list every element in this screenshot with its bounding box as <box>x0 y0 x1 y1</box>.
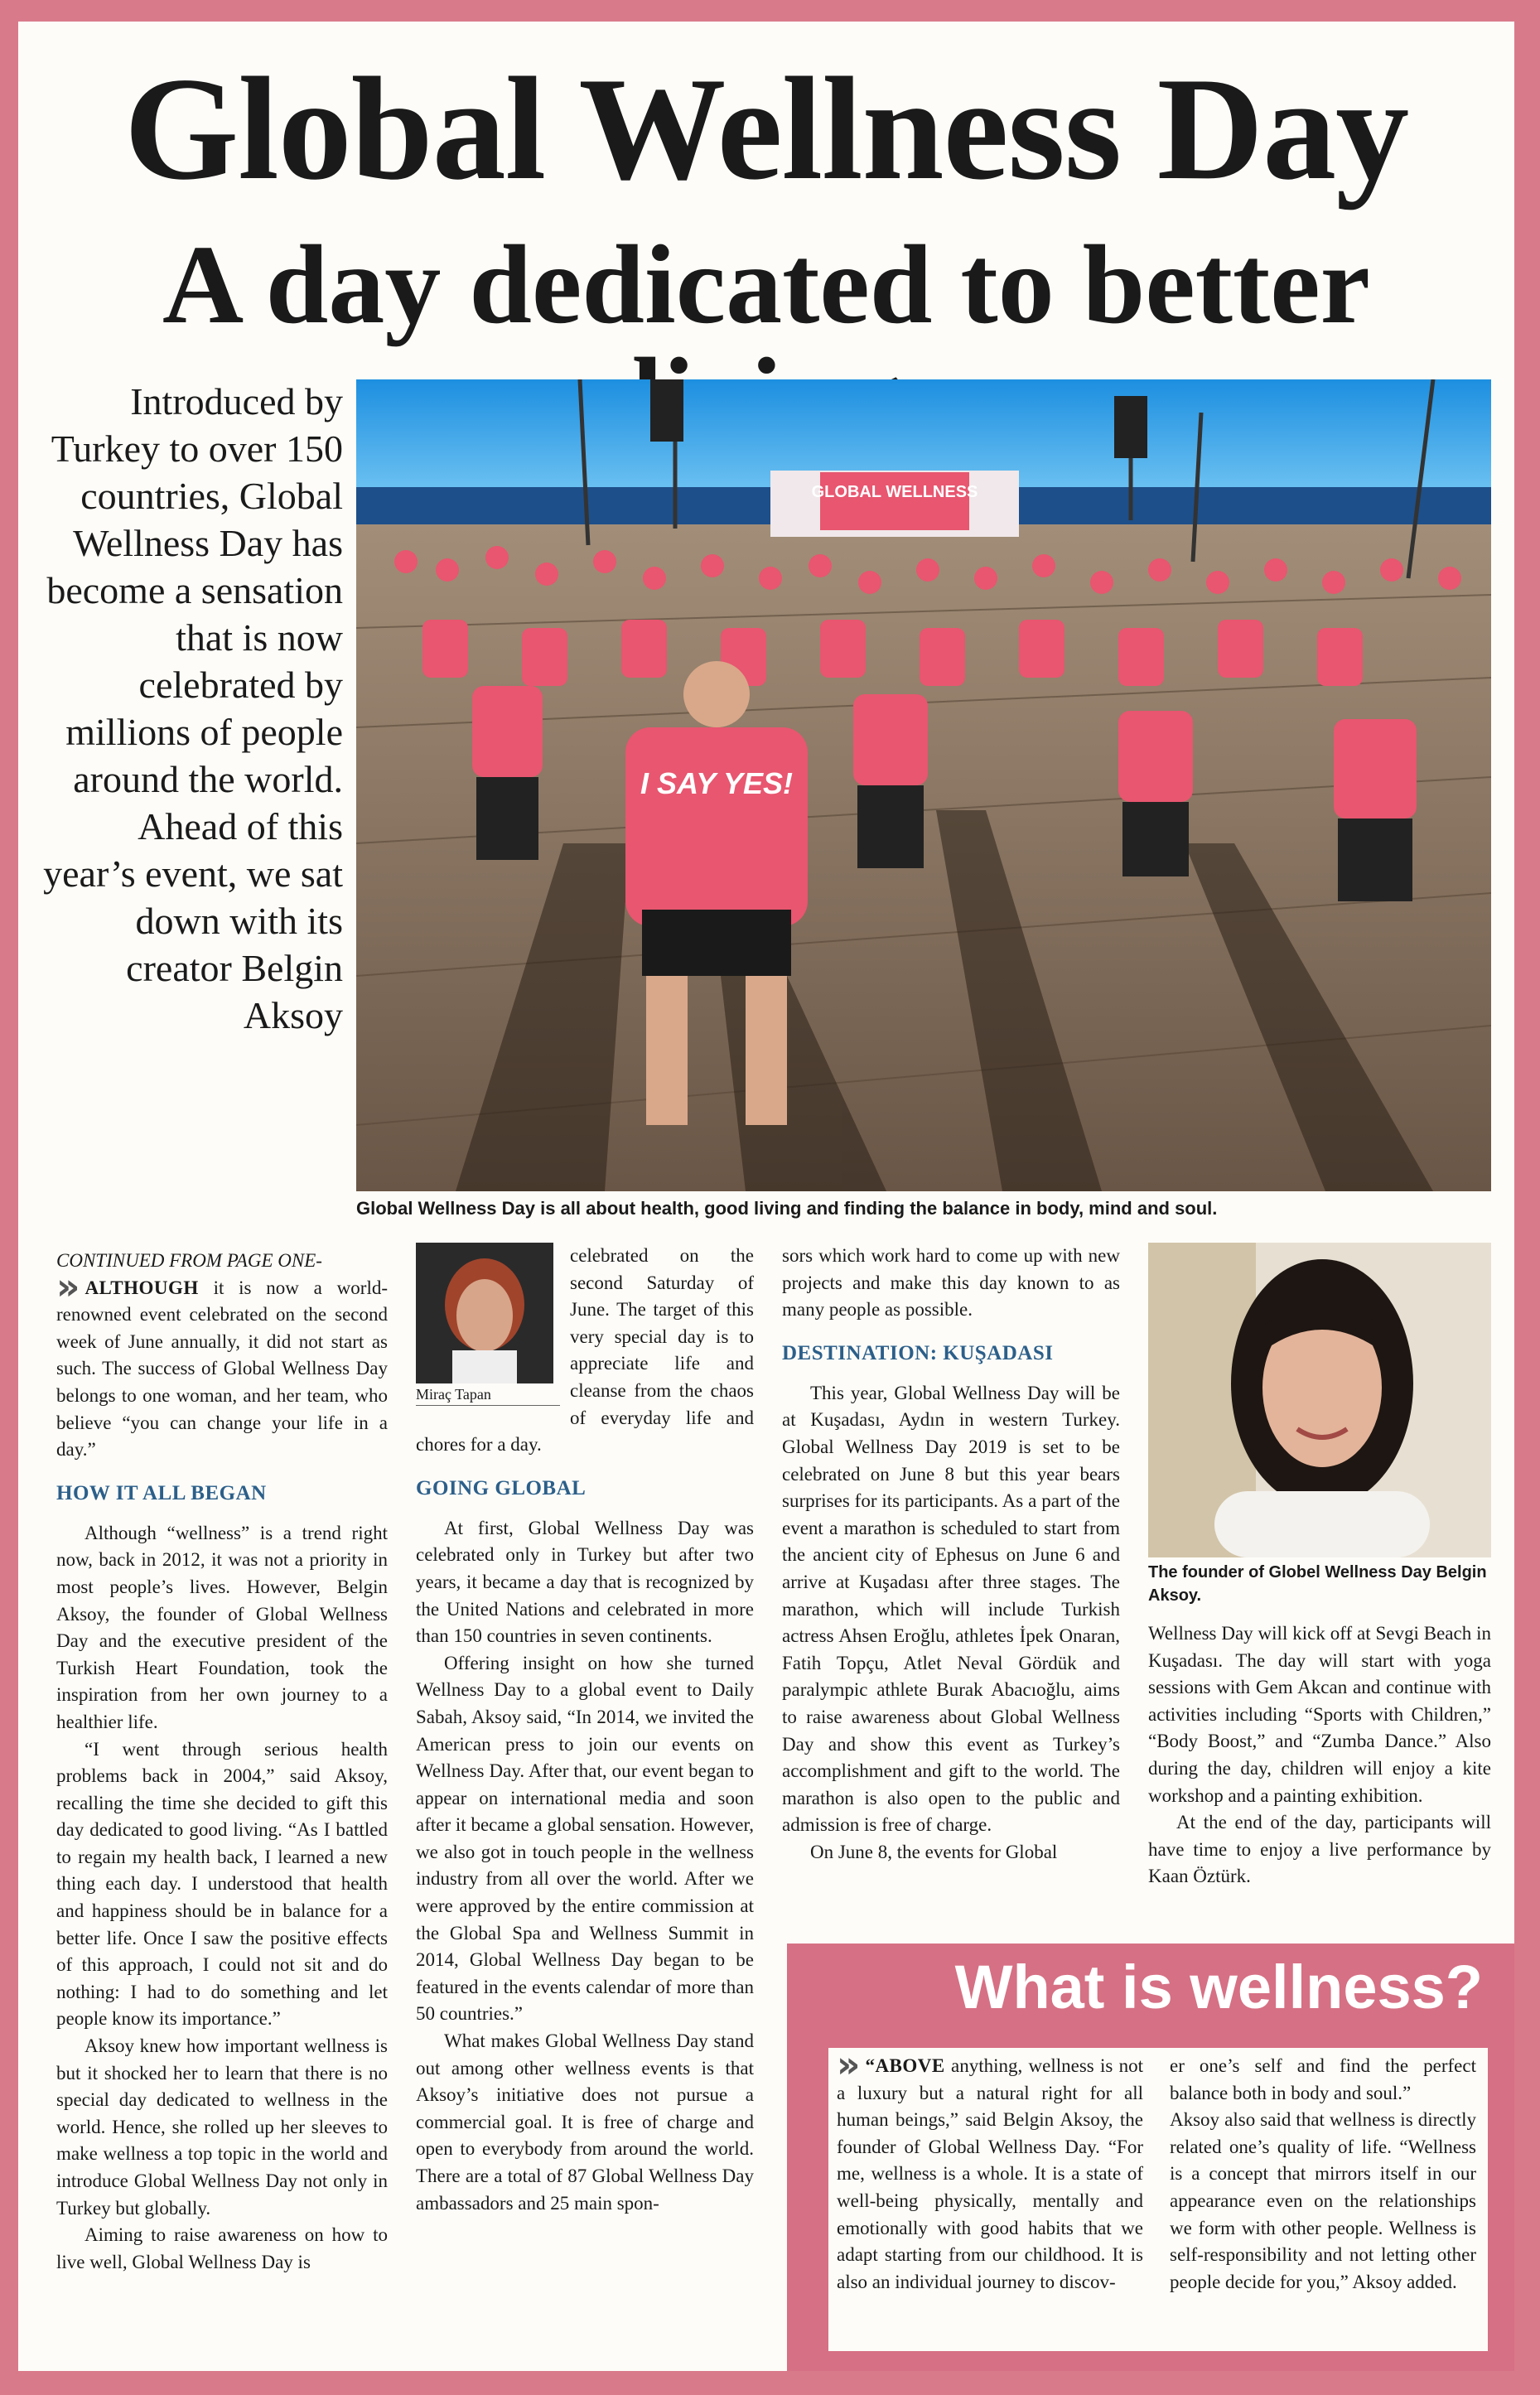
column-4 <box>1148 1620 1491 1890</box>
col4-paragraph-2: At the end of the day, participants will have time to enjoy a live performance by Kaan Öztürk. <box>1148 1812 1491 1887</box>
section-heading-destination: DESTINATION: KUŞADASI <box>782 1341 1054 1364</box>
col1-paragraph-2: Although “wellness” is a trend right now, back in 2012, it was not a priority in most people’s lives. However, Belgin Aksoy, the founder of Global Wellness Day and the executive president of the Turkish Heart Foundation, took the inspiration from her own journey to a healthier life. <box>56 1522 388 1732</box>
col2-paragraph-2: At first, Global Wellness Day was celebrated only in Turkey but after two years, it became a day that is recognized by the United Nations and celebrated in more than 150 countries in seven continents. <box>416 1517 754 1647</box>
wellness-column-2 <box>1170 2053 1476 2296</box>
column-1 <box>56 1248 388 2276</box>
wellness-paragraph-3: Aksoy also said that wellness is directly related one’s quality of life. “Wellness is a concept that mirrors itself in our appearance even on the relationships we form with other people. Wellness is self-responsibility and not letting other people decide for you,” Aksoy added. <box>1170 2109 1476 2292</box>
subheadline: A day dedicated to better <box>162 223 1370 347</box>
shirt-text: I SAY YES! <box>640 766 794 800</box>
founder-caption: The founder of Globel Wellness Day Belgin Aksoy. <box>1148 1563 1487 1605</box>
headline: Global Wellness Day <box>123 46 1409 210</box>
photo-caption: Global Wellness Day is all about health, good living and finding the balance in body, mind and soul. <box>356 1198 1218 1219</box>
col3-paragraph-1: sors which work hard to come up with new projects and make this day known to as many people as possible. <box>782 1245 1120 1321</box>
wellness-column-1 <box>837 2044 1143 2296</box>
col2-paragraph-1: celebrated on the second Saturday of June. The target of this very special day is to appreciate life and cleanse from the chaos of everyday life and chores for a day. <box>416 1245 754 1456</box>
newspaper-page <box>18 22 1514 2371</box>
col2-paragraph-3: Offering insight on how she turned Wellness Day to a global event to Daily Sabah, Aksoy said, “In 2014, we invited the American press to join our events on Wellness Day. After that, our event began to appear on international media and soon after it became a global sensation. However, we also got in touch people in the wellness industry from all over the world. After we were approved by the entire commission at the Global Spa and Wellness Summit in 2014, Global Wellness Day began to be featured in the events calendar of more than 50 countries.” <box>416 1652 754 2025</box>
author-photo <box>416 1243 553 1383</box>
col2-paragraph-4: What makes Global Wellness Day stand out among other wellness events is that Aksoy’s initiative does not pursue a commercial goal. It is free of charge and open to everybody from around the world. There are a total of 87 Global Wellness Day ambassadors and 25 main spon- <box>416 2030 754 2214</box>
section-heading-global: GOING GLOBAL <box>416 1476 587 1499</box>
banner-text: GLOBAL WELLNESS <box>811 483 978 501</box>
col1-paragraph-1: » ALTHOUGH it is now a world-renowned event celebrated on the second week of June annually, it did not start as such. The success of Global Wellness Day belongs to one woman, and her team, who believe “you can change your life in a day.” <box>56 1265 388 1461</box>
event-photo <box>356 379 1491 1191</box>
chevron-icon: » <box>56 1265 80 1308</box>
wellness-paragraph-2: er one’s self and find the perfect balance both in body and soul.” <box>1170 2055 1476 2103</box>
author-mugshot <box>416 1243 560 1422</box>
section-heading-began: HOW IT ALL BEGAN <box>56 1481 267 1504</box>
wellness-box <box>787 1944 1514 2371</box>
col1-paragraph-3: “I went through serious health problems back in 2004,” said Aksoy, recalling the time she decided to gift this day dedicated to good living. “As I battled to regain my health back, I learned a new thing each day. I understood that health and happiness should be in balance for a better life. Once I saw the positive effects of this approach, I could not sit and do nothing: I had to do something and let people know its importance.” <box>56 1738 388 2030</box>
col4-paragraph-1: Wellness Day will kick off at Sevgi Beach in Kuşadası. The day will start with yoga sessions with Gem Akcan and continue with activities including “Sports with Children,” “Body Boost,” and “Zumba Dance.” Also during the day, children will enjoy a kite workshop and a painting exhibition. <box>1148 1623 1491 1806</box>
continued-kicker: CONTINUED FROM PAGE ONE- <box>56 1250 322 1271</box>
column-2 <box>416 1243 754 2217</box>
wellness-box-body <box>828 2044 1488 2351</box>
col3-paragraph-2: This year, Global Wellness Day will be at Kuşadası, Aydın in western Turkey. Global Wellness Day 2019 is set to be celebrated on June 8 but this year bears surprises for its participants. As a part of the event a marathon is scheduled to start from the ancient city of Ephesus on June 6 and arrive at Kuşadası after three stages. The marathon, which will include Turkish actress Ahsen Eroğlu, athletes İpek Onaran, Fatih Topçu, Atlet Neval Gördük and paralympic athlete Burak Abacıoğlu, aims to raise awareness about Global Wellness Day and show this event as Turkey’s accomplishment and gift to the world. The marathon is also open to the public and admission is free of charge. <box>782 1382 1120 1836</box>
col1-paragraph-4: Aksoy knew how important wellness is but it shocked her to learn that there is no special day dedicated to wellness in the world. Hence, she rolled up her sleeves to make wellness a top topic in the world and introduce Global Wellness Day not only in Turkey but globally. <box>56 2035 388 2219</box>
column-3 <box>782 1243 1120 1866</box>
author-name: Miraç Tapan <box>416 1383 560 1406</box>
intro-text: Introduced by Turkey to over 150 countries, Global Wellness Day has become a sensation that is now celebrated by millions of people around the world. Ahead of this year’s event, we sat down with its creator Belgin Aksoy <box>43 380 343 1036</box>
chevron-icon: » <box>837 2044 861 2086</box>
founder-photo <box>1148 1243 1491 1557</box>
wellness-paragraph-1: » “ABOVE anything, wellness is not a luxury but a natural right for all human beings,” said Belgin Aksoy, the founder of Global Wellness Day. “For me, wellness is a whole. It is a state of well-being physically, mentally and emotionally with good habits that we adapt starting from our childhood. It is also an individual journey to discov- <box>837 2044 1143 2292</box>
col3-paragraph-3: On June 8, the events for Global <box>810 1841 1058 1862</box>
col1-paragraph-5: Aiming to raise awareness on how to live well, Global Wellness Day is <box>56 2224 388 2272</box>
wellness-box-title: What is wellness? <box>954 1953 1483 2021</box>
